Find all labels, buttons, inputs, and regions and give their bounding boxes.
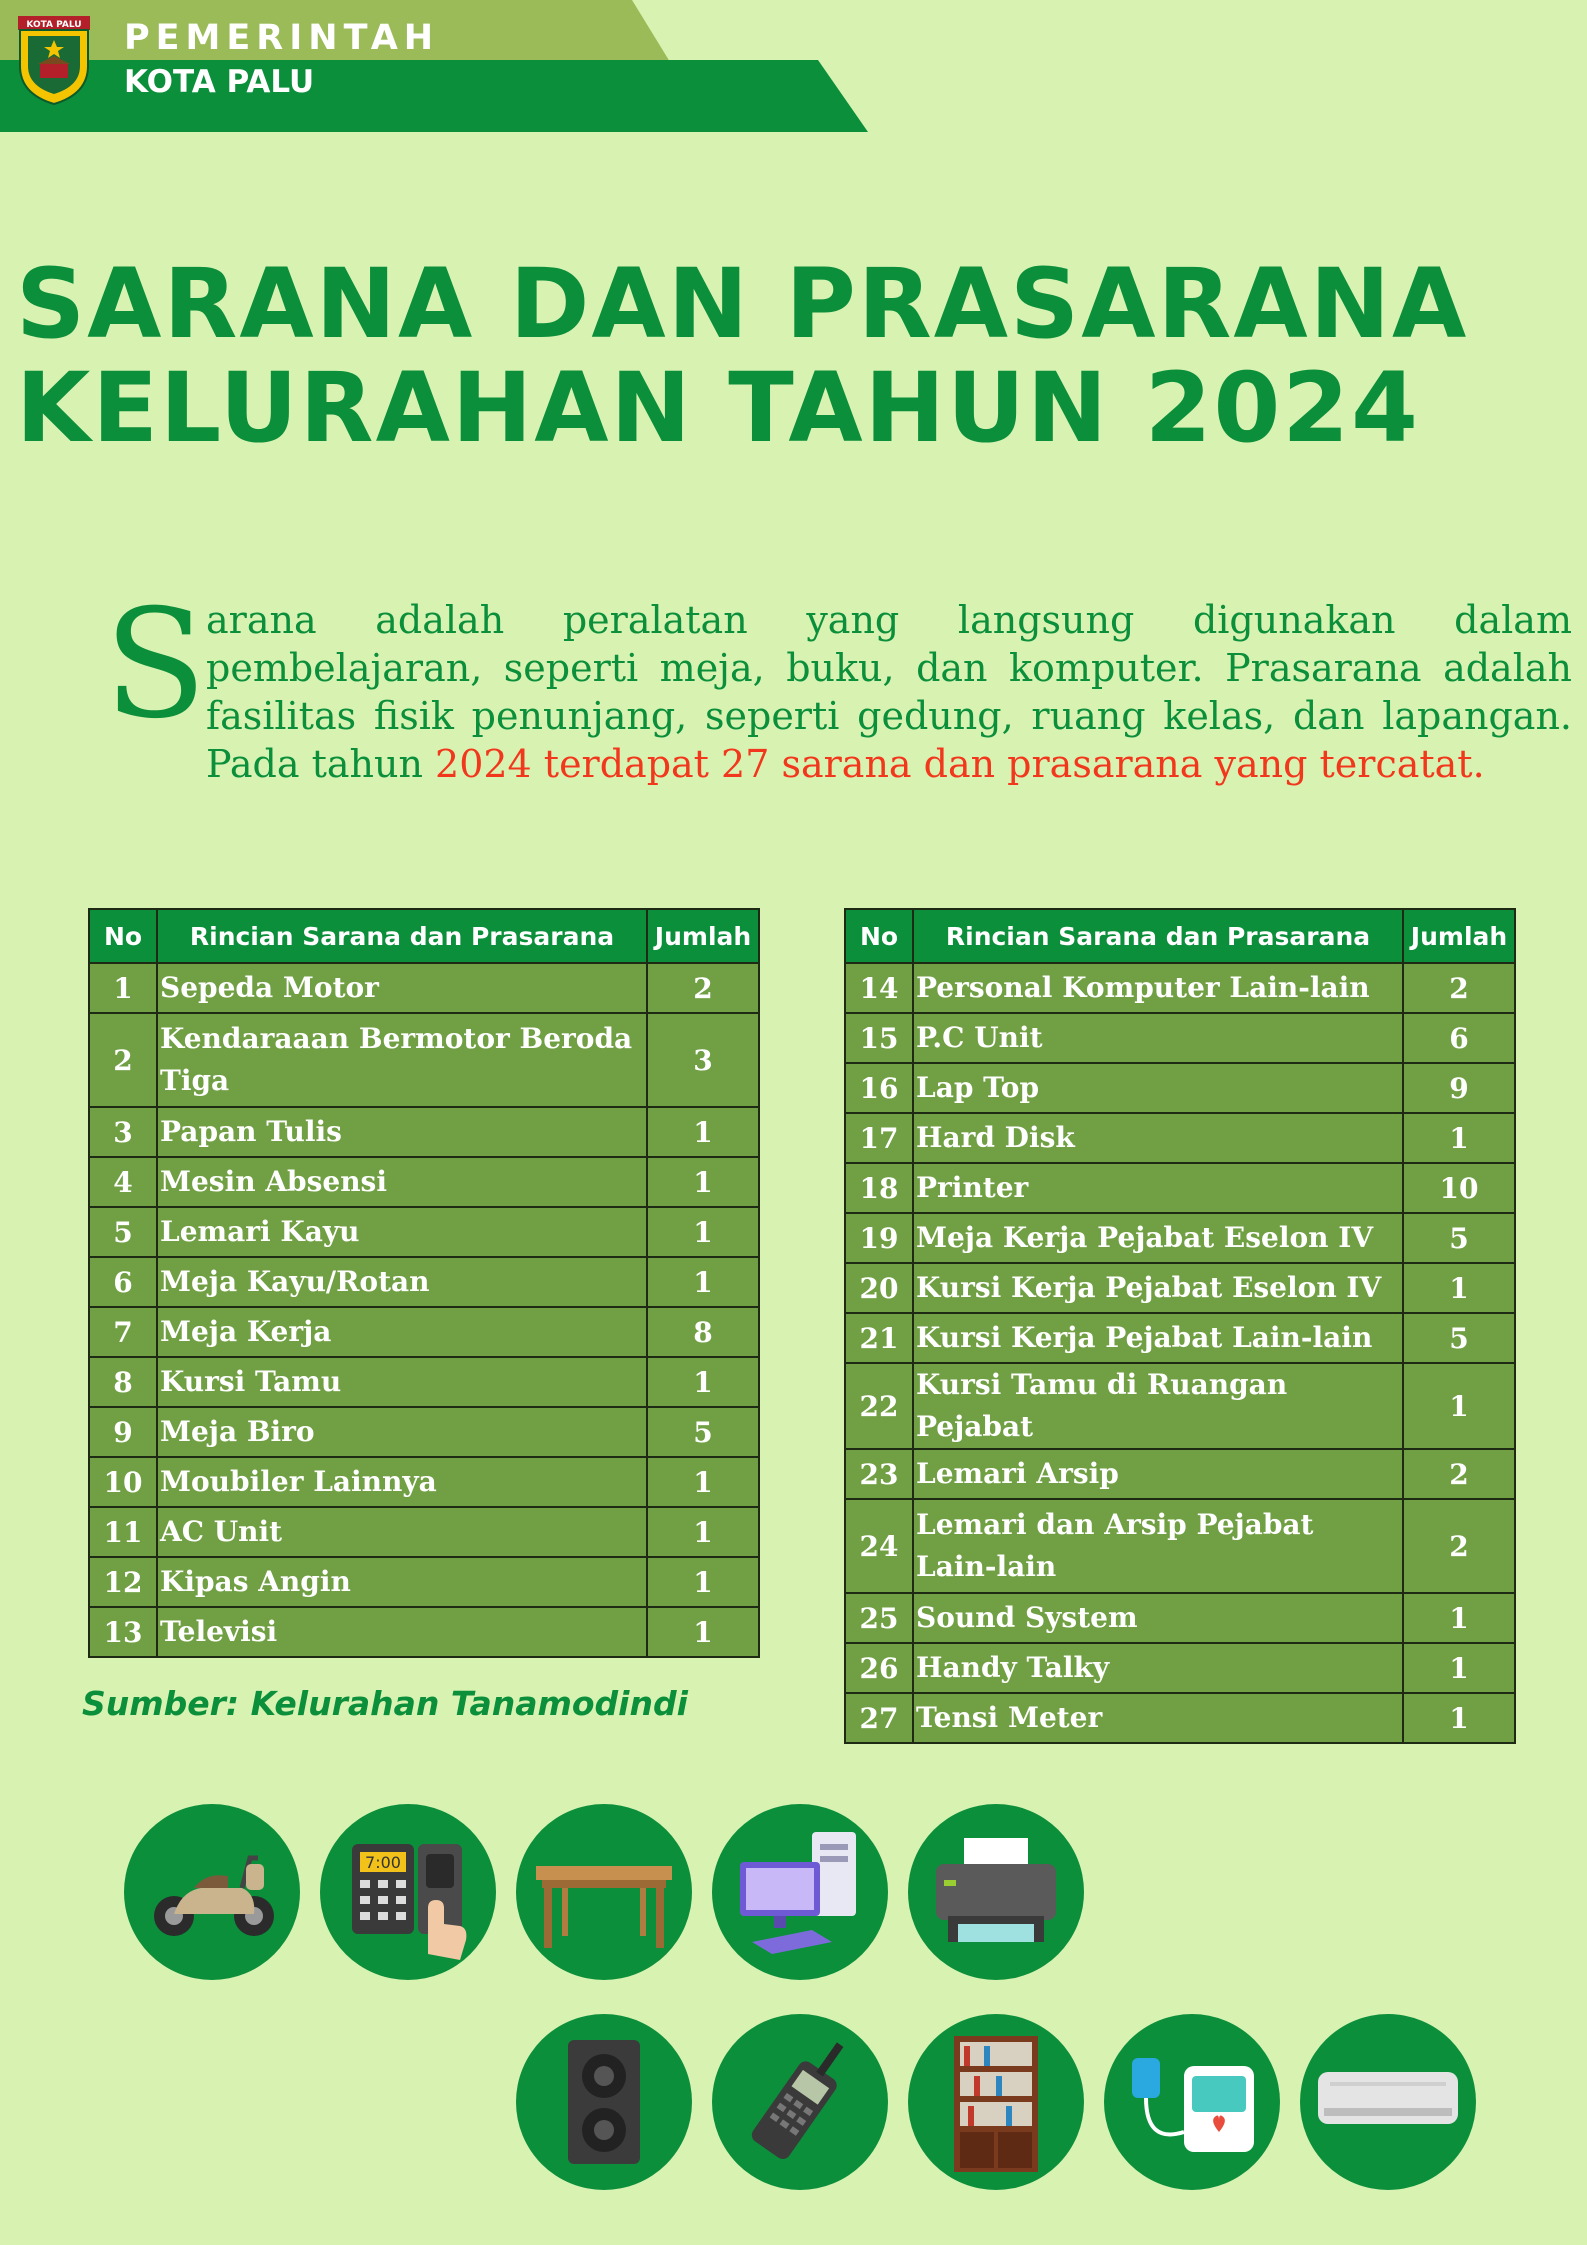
column-header-name: Rincian Sarana dan Prasarana bbox=[157, 909, 647, 963]
row-qty: 2 bbox=[1403, 1499, 1515, 1593]
row-name: Mesin Absensi bbox=[157, 1157, 647, 1207]
table-header-row bbox=[845, 909, 1515, 963]
row-no: 18 bbox=[845, 1163, 913, 1213]
column-header-no: No bbox=[845, 909, 913, 963]
row-qty: 2 bbox=[647, 963, 759, 1013]
row-qty: 1 bbox=[1403, 1593, 1515, 1643]
motorcycle-icon bbox=[124, 1804, 300, 1980]
table-row bbox=[89, 1457, 759, 1507]
row-name: Lemari Arsip bbox=[913, 1449, 1403, 1499]
row-no: 24 bbox=[845, 1499, 913, 1593]
row-no: 13 bbox=[89, 1607, 157, 1657]
row-name: Kursi Tamu bbox=[157, 1357, 647, 1407]
table-row bbox=[89, 1257, 759, 1307]
table-icon bbox=[516, 1804, 692, 1980]
table-row bbox=[89, 1307, 759, 1357]
table-row bbox=[89, 1407, 759, 1457]
row-qty: 10 bbox=[1403, 1163, 1515, 1213]
row-name: Sound System bbox=[913, 1593, 1403, 1643]
row-no: 10 bbox=[89, 1457, 157, 1507]
row-qty: 5 bbox=[647, 1407, 759, 1457]
row-qty: 6 bbox=[1403, 1013, 1515, 1063]
row-qty: 9 bbox=[1403, 1063, 1515, 1113]
table-row bbox=[89, 1207, 759, 1257]
logo-text: KOTA PALU bbox=[26, 20, 82, 30]
row-no: 15 bbox=[845, 1013, 913, 1063]
attendance-machine-icon bbox=[320, 1804, 496, 1980]
row-qty: 1 bbox=[647, 1607, 759, 1657]
row-qty: 2 bbox=[1403, 963, 1515, 1013]
row-name: Kursi Kerja Pejabat Lain-lain bbox=[913, 1313, 1403, 1363]
row-qty: 8 bbox=[647, 1307, 759, 1357]
row-no: 21 bbox=[845, 1313, 913, 1363]
cabinet-icon bbox=[908, 2014, 1084, 2190]
column-header-qty: Jumlah bbox=[647, 909, 759, 963]
intro-body: arana adalah peralatan yang langsung digunakan dalam pembelajaran, seperti meja, buku, dan komputer. Prasarana adalah fasilitas fisik penunjang, seperti gedung, ruang kelas, dan lapangan. Pada tahun bbox=[206, 598, 1572, 786]
table-row bbox=[845, 1213, 1515, 1263]
clock-display-text: 7:00 bbox=[365, 1853, 401, 1872]
row-qty: 1 bbox=[647, 1457, 759, 1507]
page-title-line2: KELURAHAN TAHUN 2024 bbox=[16, 352, 1420, 464]
speaker-icon bbox=[516, 2014, 692, 2190]
row-no: 3 bbox=[89, 1107, 157, 1157]
row-name: Sepeda Motor bbox=[157, 963, 647, 1013]
table-row bbox=[89, 1557, 759, 1607]
row-no: 8 bbox=[89, 1357, 157, 1407]
kota-palu-logo bbox=[16, 14, 92, 106]
table-row bbox=[89, 1357, 759, 1407]
row-qty: 1 bbox=[647, 1557, 759, 1607]
row-name: Kipas Angin bbox=[157, 1557, 647, 1607]
row-qty: 5 bbox=[1403, 1313, 1515, 1363]
air-conditioner-icon bbox=[1300, 2014, 1476, 2190]
table-row bbox=[89, 1507, 759, 1557]
row-qty: 1 bbox=[1403, 1363, 1515, 1449]
row-no: 17 bbox=[845, 1113, 913, 1163]
row-name: P.C Unit bbox=[913, 1013, 1403, 1063]
row-qty: 3 bbox=[647, 1013, 759, 1107]
blood-pressure-monitor-icon bbox=[1104, 2014, 1280, 2190]
header-title-line2: KOTA PALU bbox=[124, 64, 315, 100]
table-row bbox=[845, 1113, 1515, 1163]
row-qty: 1 bbox=[647, 1157, 759, 1207]
table-row bbox=[89, 1607, 759, 1657]
row-name: Papan Tulis bbox=[157, 1107, 647, 1157]
table-row bbox=[845, 1449, 1515, 1499]
row-qty: 1 bbox=[647, 1207, 759, 1257]
row-no: 26 bbox=[845, 1643, 913, 1693]
table-header-row bbox=[89, 909, 759, 963]
column-header-qty: Jumlah bbox=[1403, 909, 1515, 963]
table-row bbox=[845, 1063, 1515, 1113]
row-name: Lemari dan Arsip Pejabat Lain-lain bbox=[913, 1499, 1403, 1593]
facilities-table-left bbox=[88, 908, 760, 1658]
row-no: 25 bbox=[845, 1593, 913, 1643]
row-qty: 1 bbox=[647, 1507, 759, 1557]
row-name: Tensi Meter bbox=[913, 1693, 1403, 1743]
row-no: 4 bbox=[89, 1157, 157, 1207]
row-no: 22 bbox=[845, 1363, 913, 1449]
row-no: 11 bbox=[89, 1507, 157, 1557]
page-title-line1: SARANA DAN PRASARANA bbox=[16, 248, 1469, 360]
table-row bbox=[89, 1013, 759, 1107]
table-row bbox=[89, 1107, 759, 1157]
row-no: 20 bbox=[845, 1263, 913, 1313]
column-header-no: No bbox=[89, 909, 157, 963]
table-row bbox=[845, 1013, 1515, 1063]
row-name: Kendaraaan Bermotor Beroda Tiga bbox=[157, 1013, 647, 1107]
row-name: Meja Biro bbox=[157, 1407, 647, 1457]
row-name: Kursi Kerja Pejabat Eselon IV bbox=[913, 1263, 1403, 1313]
row-name: Meja Kerja bbox=[157, 1307, 647, 1357]
row-no: 19 bbox=[845, 1213, 913, 1263]
printer-icon bbox=[908, 1804, 1084, 1980]
table-row bbox=[845, 1643, 1515, 1693]
row-name: Lap Top bbox=[913, 1063, 1403, 1113]
intro-highlight: 2024 terdapat 27 sarana dan prasarana yang tercatat. bbox=[435, 742, 1485, 786]
row-no: 2 bbox=[89, 1013, 157, 1107]
row-no: 14 bbox=[845, 963, 913, 1013]
row-no: 23 bbox=[845, 1449, 913, 1499]
intro-dropcap: S bbox=[104, 578, 207, 752]
column-header-name: Rincian Sarana dan Prasarana bbox=[913, 909, 1403, 963]
row-name: AC Unit bbox=[157, 1507, 647, 1557]
row-name: Hard Disk bbox=[913, 1113, 1403, 1163]
row-no: 9 bbox=[89, 1407, 157, 1457]
row-no: 6 bbox=[89, 1257, 157, 1307]
row-name: Moubiler Lainnya bbox=[157, 1457, 647, 1507]
table-row bbox=[89, 1157, 759, 1207]
table-row bbox=[845, 1363, 1515, 1449]
row-name: Lemari Kayu bbox=[157, 1207, 647, 1257]
row-qty: 1 bbox=[647, 1107, 759, 1157]
row-name: Meja Kerja Pejabat Eselon IV bbox=[913, 1213, 1403, 1263]
row-qty: 1 bbox=[1403, 1643, 1515, 1693]
row-qty: 1 bbox=[1403, 1113, 1515, 1163]
row-name: Printer bbox=[913, 1163, 1403, 1213]
row-name: Handy Talky bbox=[913, 1643, 1403, 1693]
table-row bbox=[845, 1313, 1515, 1363]
table-row bbox=[845, 1499, 1515, 1593]
table-row bbox=[845, 1593, 1515, 1643]
row-name: Televisi bbox=[157, 1607, 647, 1657]
row-name: Personal Komputer Lain-lain bbox=[913, 963, 1403, 1013]
header-title-line1: PEMERINTAH bbox=[124, 18, 440, 58]
row-qty: 2 bbox=[1403, 1449, 1515, 1499]
row-no: 27 bbox=[845, 1693, 913, 1743]
table-row bbox=[845, 1263, 1515, 1313]
row-no: 16 bbox=[845, 1063, 913, 1113]
intro-paragraph bbox=[206, 596, 1572, 788]
row-name: Meja Kayu/Rotan bbox=[157, 1257, 647, 1307]
row-no: 7 bbox=[89, 1307, 157, 1357]
table-row bbox=[845, 963, 1515, 1013]
row-name: Kursi Tamu di Ruangan Pejabat bbox=[913, 1363, 1403, 1449]
source-note: Sumber: Kelurahan Tanamodindi bbox=[82, 1684, 688, 1723]
row-no: 1 bbox=[89, 963, 157, 1013]
row-qty: 1 bbox=[647, 1257, 759, 1307]
row-qty: 1 bbox=[1403, 1263, 1515, 1313]
table-row bbox=[89, 963, 759, 1013]
facilities-table-right bbox=[844, 908, 1516, 1744]
table-row bbox=[845, 1163, 1515, 1213]
row-qty: 1 bbox=[1403, 1693, 1515, 1743]
table-row bbox=[845, 1693, 1515, 1743]
row-no: 5 bbox=[89, 1207, 157, 1257]
row-qty: 1 bbox=[647, 1357, 759, 1407]
row-qty: 5 bbox=[1403, 1213, 1515, 1263]
row-no: 12 bbox=[89, 1557, 157, 1607]
handy-talky-icon bbox=[712, 2014, 888, 2190]
page-title bbox=[16, 248, 1469, 464]
computer-icon bbox=[712, 1804, 888, 1980]
